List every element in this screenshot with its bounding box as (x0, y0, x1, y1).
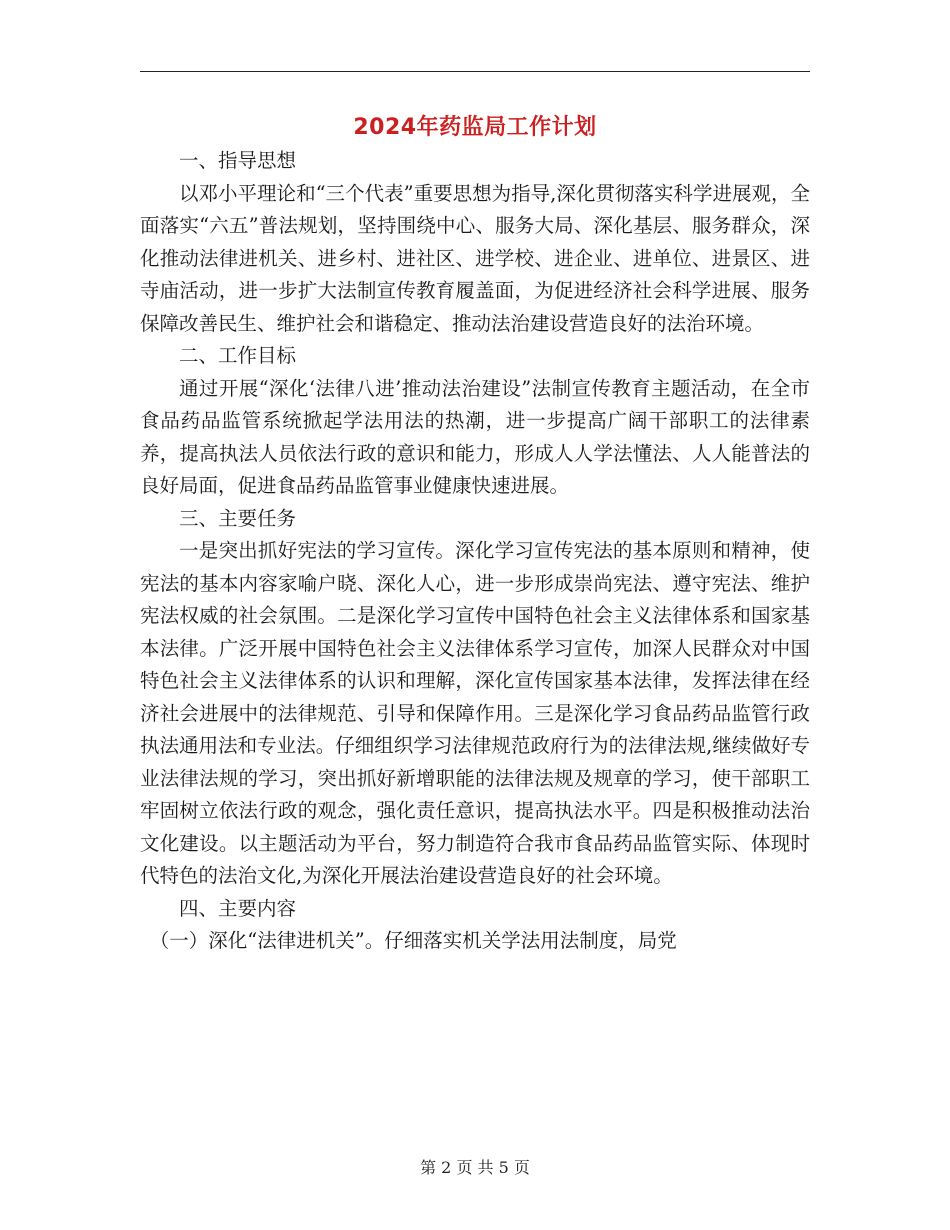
page-number: 第 2 页 共 5 页 (420, 1158, 530, 1177)
section-heading-main-tasks: 三、主要任务 (179, 506, 297, 530)
paragraph-guiding-ideology: 以邓小平理论和“三个代表”重要思想为指导,深化贯彻落实科学进展观，全面落实“六五”普法规划，坚持围绕中心、服务大局、深化基层、服务群众，深化推动法律进机关、进乡村、进社区、进学校、进企业、进单位、进景区、进寺庙活动，进一步扩大法制宣传教育履盖面，为促进经济社会科学进展、服务保障改善民生、维护社会和谐稳定、推动法治建设营造良好的法治环境。 (140, 181, 810, 335)
document-body (140, 145, 810, 958)
header-rule (140, 71, 810, 72)
paragraph-main-tasks: 一是突出抓好宪法的学习宣传。深化学习宣传宪法的基本原则和精神，使宪法的基本内容家喻户晓、深化人心，进一步形成崇尚宪法、遵守宪法、维护宪法权威的社会氛围。二是深化学习宣传中国特色社会主义法律体系和国家基本法律。广泛开展中国特色社会主义法律体系学习宣传，加深人民群众对中国特色社会主义法律体系的认识和理解，深化宣传国家基本法律，发挥法律在经济社会进展中的法律规范、引导和保障作用。三是深化学习食品药品监管行政执法通用法和专业法。仔细组织学习法律规范政府行为的法律法规,继续做好专业法律法规的学习，突出抓好新增职能的法律法规及规章的学习，使干部职工牢固树立依法行政的观念，强化责任意识，提高执法水平。四是积极推动法治文化建设。以主题活动为平台，努力制造符合我市食品药品监管实际、体现时代特色的法治文化,为深化开展法治建设营造良好的社会环境。 (140, 539, 810, 887)
section-heading-guiding-ideology: 一、指导思想 (179, 149, 297, 172)
document-title: 2024年药监局工作计划 (353, 115, 597, 140)
section-heading-main-content: 四、主要内容 (179, 896, 297, 920)
paragraph-work-goals: 通过开展“深化‘法律八进’推动法治建设”法制宣传教育主题活动，在全市食品药品监管系统掀起学法用法的热潮，进一步提高广阔干部职工的法律素养，提高执法人员依法行政的意识和能力，形成人人学法懂法、人人能普法的良好局面，促进食品药品监管事业健康快速进展。 (140, 376, 810, 497)
paragraph-main-content-item-1: （一）深化“法律进机关”。仔细落实机关学法用法制度，局党 (149, 929, 677, 952)
section-heading-work-goals: 二、工作目标 (179, 344, 297, 367)
